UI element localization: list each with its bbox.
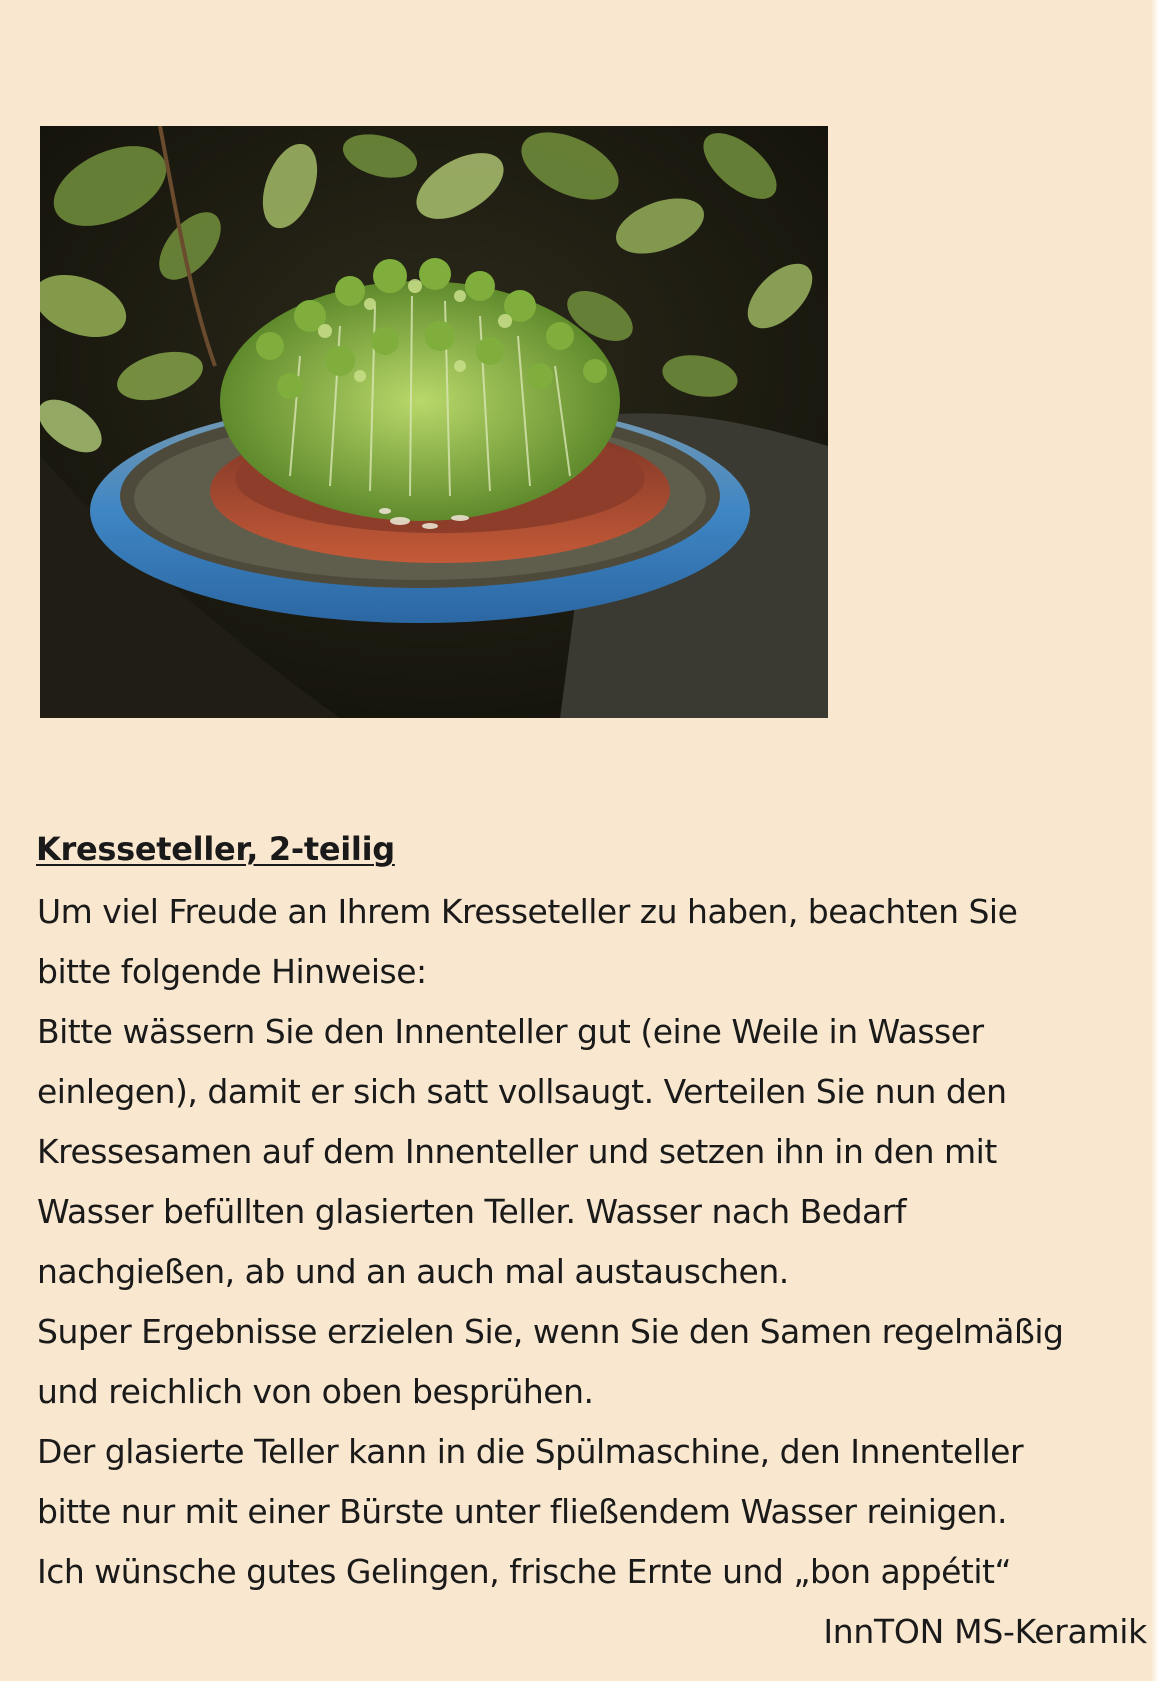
cress-plate-illustration (40, 126, 828, 718)
body-line: und reichlich von oben besprühen. (37, 1372, 594, 1411)
body-line: Super Ergebnisse erzielen Sie, wenn Sie den Samen regelmäßig (37, 1312, 1064, 1351)
signature: InnTON MS-Keramik (823, 1612, 1147, 1651)
body-line: bitte folgende Hinweise: (37, 952, 427, 991)
body-line: Wasser befüllten glasierten Teller. Wasser nach Bedarf (37, 1192, 906, 1231)
page-title: Kresseteller, 2-teilig (36, 830, 395, 868)
body-line: Kressesamen auf dem Innenteller und setzen ihn in den mit (37, 1132, 997, 1171)
body-line: einlegen), damit er sich satt vollsaugt. Verteilen Sie nun den (37, 1072, 1007, 1111)
body-line: Um viel Freude an Ihrem Kresseteller zu haben, beachten Sie (37, 892, 1018, 931)
body-line: Der glasierte Teller kann in die Spülmaschine, den Innenteller (37, 1432, 1024, 1471)
body-line: Ich wünsche gutes Gelingen, frische Ernte und „bon appétit“ (37, 1552, 1012, 1591)
cress-plate-photo (40, 126, 828, 718)
body-line: Bitte wässern Sie den Innenteller gut (eine Weile in Wasser (37, 1012, 984, 1051)
body-line: bitte nur mit einer Bürste unter fließendem Wasser reinigen. (37, 1492, 1008, 1531)
paper-edge (1151, 0, 1159, 1681)
body-line: nachgießen, ab und an auch mal austauschen. (37, 1252, 789, 1291)
